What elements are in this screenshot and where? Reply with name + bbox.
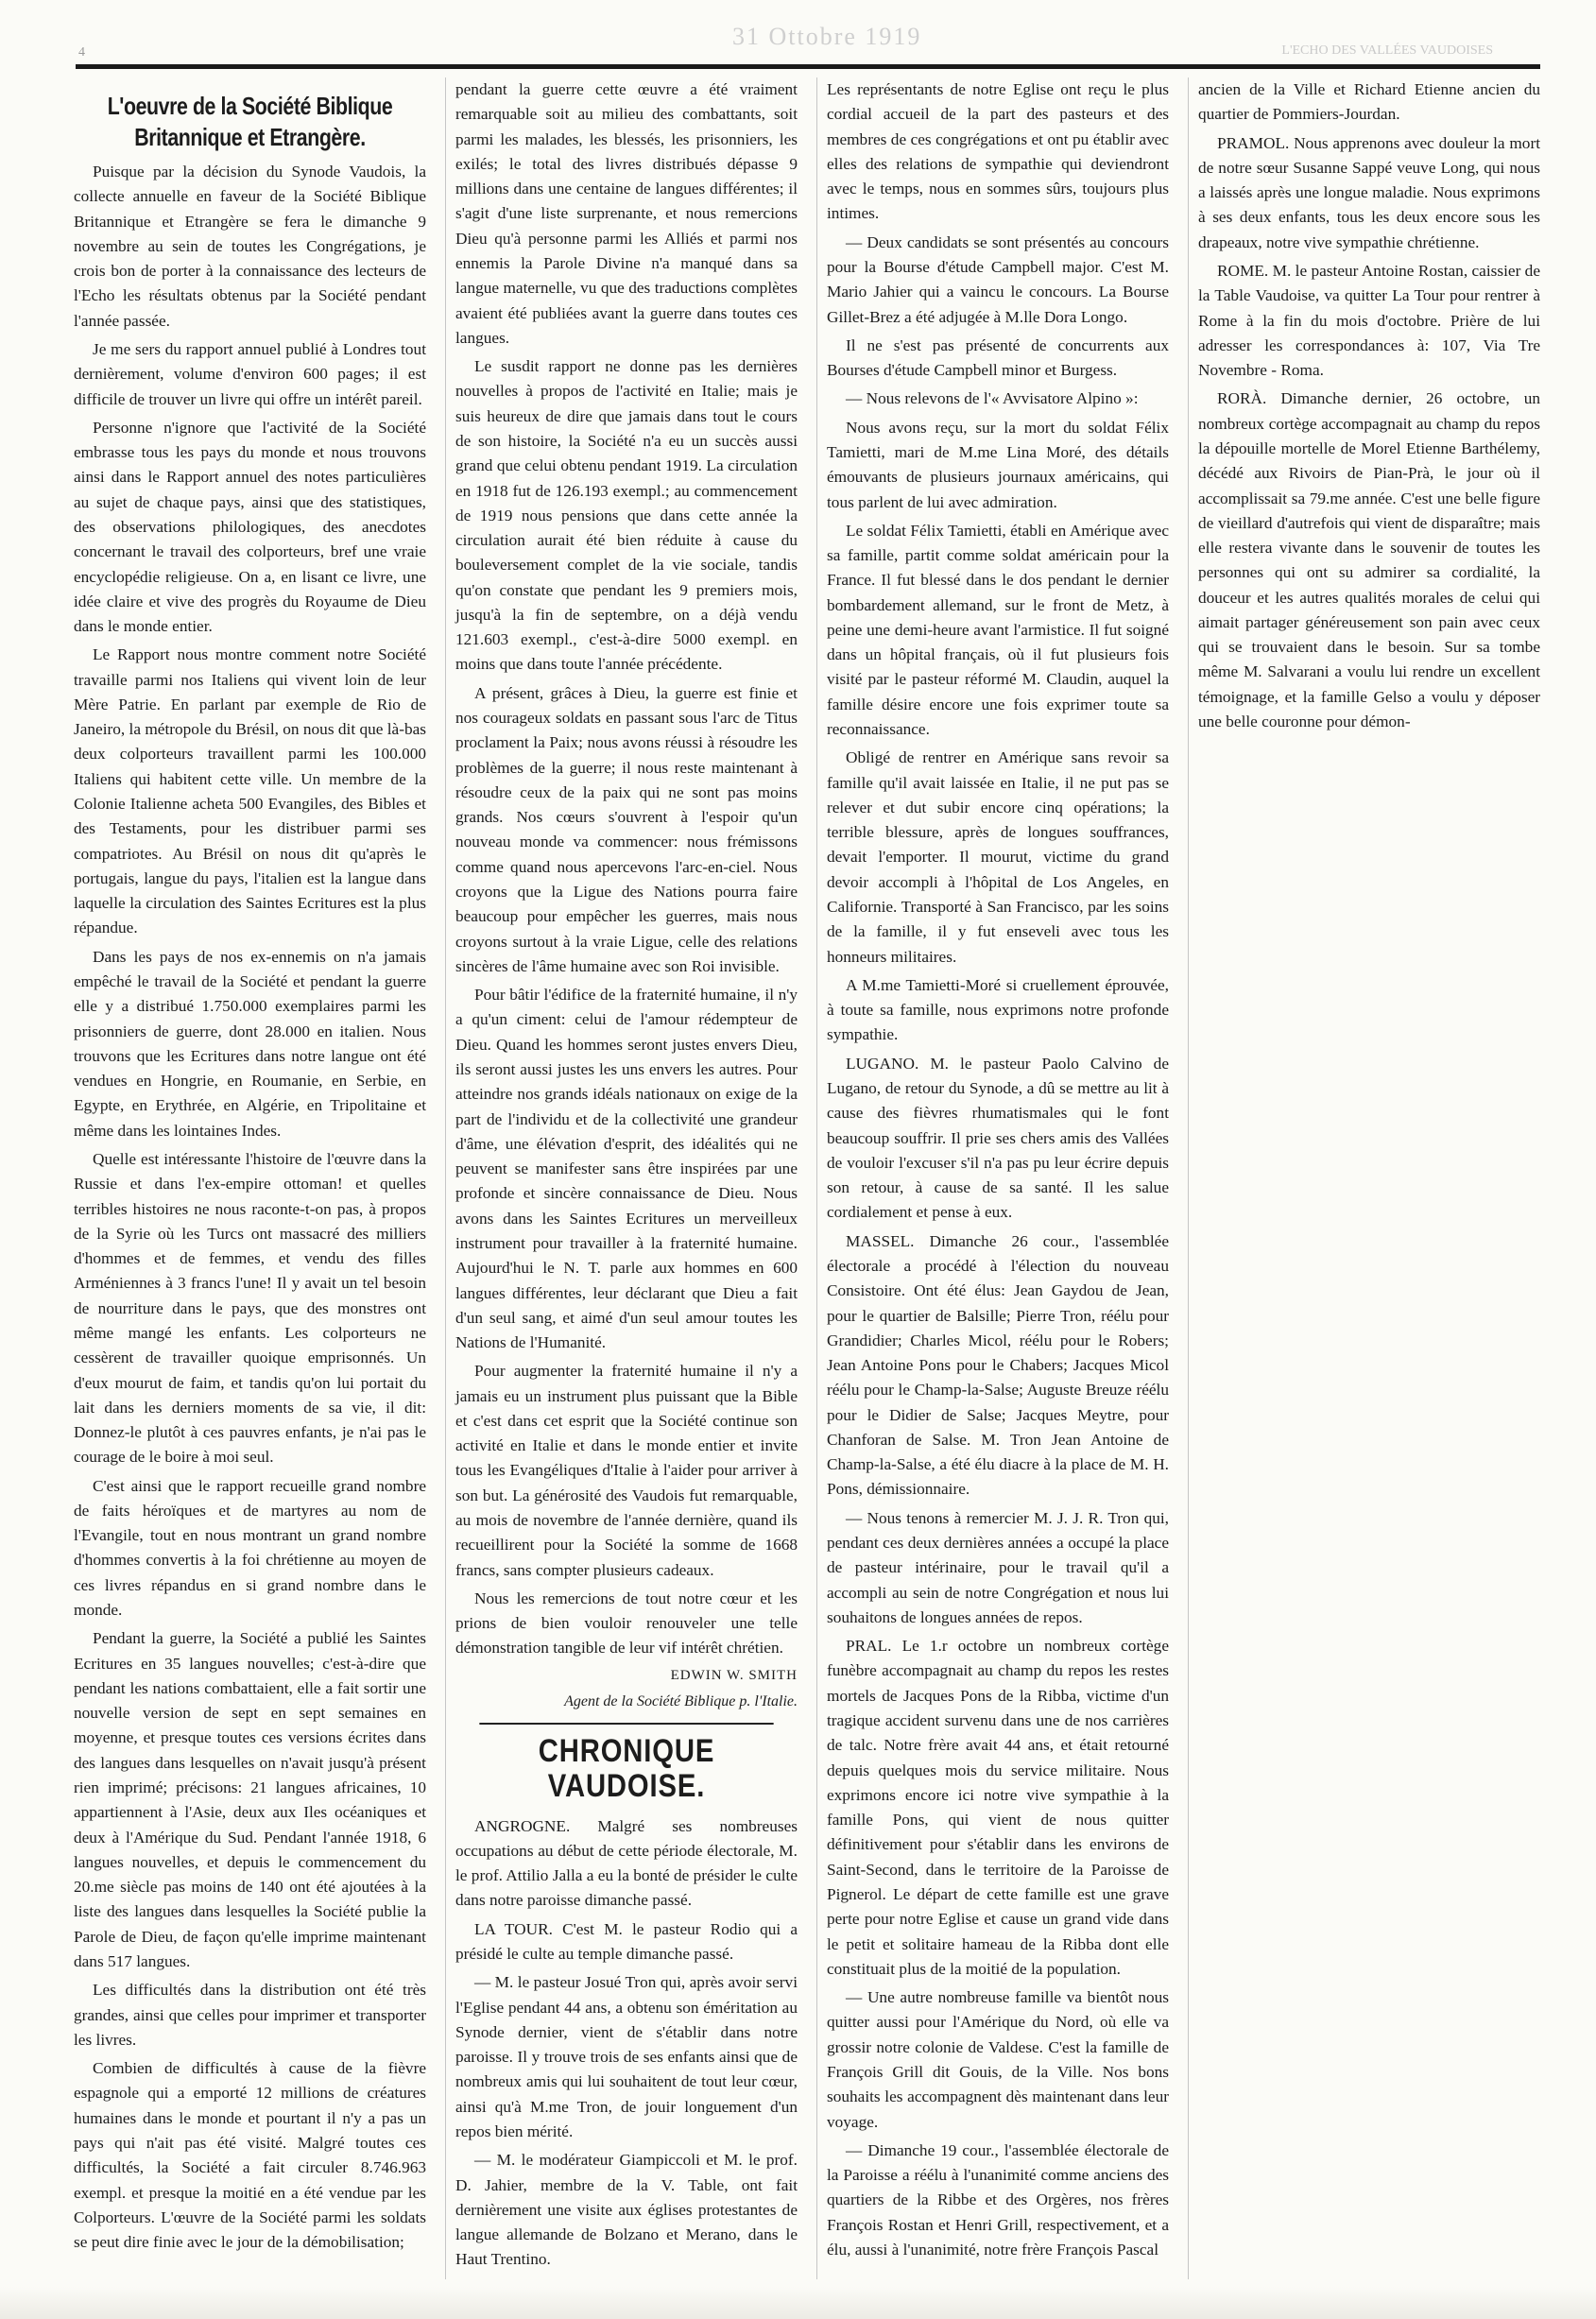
chronicle-paragraph: — Une autre nombreuse famille va bientôt nous quitter aussi pour l'Amérique du Nord, où elle va grossir notre colonie de Valdese. C'est la famille de François Grill dit Gouis, de la Ville. Nos bons souhaits les accompagnent dès maintenant dans leur voyage. xyxy=(827,1988,1169,2131)
article-paragraph: Nous les remercions de tout notre cœur et les prions de bien vouloir renouveler une telle démonstration tangible de leur vif intérêt chrétien. xyxy=(455,1589,798,1658)
article-paragraph: Pour bâtir l'édifice de la fraternité humaine, il n'y a qu'un ciment: celui de l'amour rédempteur de Dieu. Quand les hommes seront justes envers Dieu, ils seront aussi justes les uns envers les autres. Pour atteindre nos grands idéals nationaux on exige de la part de l'individu et de la collectivité une grandeur d'âme, une élévation d'esprit, des idéalités qui ne peuvent se manifester sans être inspirées par une profonde et sincère connaissance de Dieu. Nous avons dans les Saintes Ecritures un merveilleux instrument pour travailler à la fraternité humaine. Aujourd'hui le N. T. parle aux hommes en 600 langues différentes, leur déclarant que Dieu a fait d'un seul sang, et aimé d'un seul amour toutes les Nations de l'Humanité. xyxy=(455,986,798,1352)
chronicle-paragraph: — M. le pasteur Josué Tron qui, après avoir servi l'Eglise pendant 44 ans, a obtenu son éméritation au Synode dernier, vient de s'établir dans notre paroisse. Il y trouve trois de ses enfants ainsi que de nombreux amis qui lui souhaitent de tout leur cœur, ainsi qu'à M.me Tron, de jouir longuement d'un repos bien mérité. xyxy=(455,1973,798,2140)
chronicle-paragraph: ancien de la Ville et Richard Etienne ancien du quartier de Pommiers-Jourdan. xyxy=(1198,80,1540,124)
article-paragraph: Les difficultés dans la distribution ont été très grandes, ainsi que celles pour imprimer et transporter les livres. xyxy=(74,1981,426,2049)
page-bottom-edge xyxy=(0,2287,1596,2319)
article-paragraph: Combien de difficultés à cause de la fièvre espagnole qui a emporté 12 millions de créatures humaines dans le monde et pourtant il n'y a pas un pays qui n'ait pas été visité. Malgré toutes ces difficultés, la Société a fait circuler 8.746.963 exempl. et presque la moitié en a été vendue par les Colporteurs. L'œuvre de la Société parmi les soldats se peut dire finie avec le jour de la démobilisation; xyxy=(74,2059,426,2252)
chronicle-paragraph: RORÀ. Dimanche dernier, 26 octobre, un nombreux cortège accompagnait au champ du repos la dépouille mortelle de Morel Etienne Barthélemy, décédé aux Rivoirs de Pian-Prà, le jour où il accomplissait sa 79.me année. C'est une belle figure de vieillard d'autrefois qui vient de disparaître; mais elle restera vivante dans le souvenir de toutes les personnes qui ont su admirer sa cordialité, la douceur et les autres qualités morales de celui qui aimait partager généreusement son pain avec ceux qui se trouvaient dans le besoin. Sur sa tombe même M. Salvarani a voulu lui rendre un excellent témoignage, et la famille Gelso a voulu y déposer une belle couronne pour démon- xyxy=(1198,389,1540,731)
issue-date: 31 Ottobre 1919 xyxy=(732,23,922,50)
column-2 xyxy=(445,77,798,2279)
article-paragraph: A présent, grâces à Dieu, la guerre est finie et nos courageux soldats en passant sous l'arc de Titus proclament la Paix; nous avons réussi à résoudre les problèmes de la guerre; il nous reste maintenant à résoudre ceux de la paix qui ne sont pas moins grands. Nos cœurs s'ouvrent à l'espoir qu'un nouveau monde va commencer: nous frémissons comme quand nous apercevons l'arc-en-ciel. Nous croyons que la Ligue des Nations pourra faire beaucoup pour empêcher les guerres, mais nous croyons surtout à la vraie Ligue, celle des relations sincères de l'âme humaine avec son Roi invisible. xyxy=(455,683,798,975)
column-4 xyxy=(1188,77,1540,2279)
article-paragraph: Personne n'ignore que l'activité de la Société embrasse tous les pays du monde et nous trouvons ainsi dans le Rapport annuel des notes particulières au sujet de chaque pays, ainsi que des statistiques, des observations philologiques, des anecdotes concernant le travail des colporteurs, bref une vraie encyclopédie religieuse. On a, en lisant ce livre, une idée claire et vive des progrès du Royaume de Dieu dans le monde entier. xyxy=(74,418,426,636)
article-paragraph: Le Rapport nous montre comment notre Société travaille parmi nos Italiens qui vivent loin de leur Mère Patrie. En parlant par exemple de Rio de Janeiro, la métropole du Brésil, on nous dit que là-bas deux colporteurs travaillent parmi les 100.000 Italiens qui habitent cette ville. Un membre de la Colonie Italienne acheta 500 Evangiles, des Bibles et des Testaments, pour les distribuer parmi ses compatriotes. Au Brésil on nous dit qu'après le portugais, langue du pays, l'italien est la langue dans laquelle la circulation des Saintes Ecritures est la plus répandue. xyxy=(74,645,426,937)
column-3 xyxy=(816,77,1169,2279)
chronicle-paragraph: MASSEL. Dimanche 26 cour., l'assemblée électorale a procédé à l'élection du nouveau Consistoire. Ont été élus: Jean Gaydou de Jean, pour le quartier de Balsille; Pierre Tron, réélu pour Grandidier; Charles Micol, réélu pour le Robers; Jean Antoine Pons pour le Chabers; Jacques Micol réélu pour le Champ-la-Salse; Auguste Breuze réélu pour le Didier de Salse; Jacques Meytre, pour Chanforan de Salse. M. Tron Jean Antoine de Champ-la-Salse, a été élu diacre à la place de M. H. Pons, démissionnaire. xyxy=(827,1231,1169,1499)
chronicle-paragraph: — Deux candidats se sont présentés au concours pour la Bourse d'étude Campbell major. C'est M. Mario Jahier qui a vaincu le concours. La Bourse Gillet-Brez a été adjugée à M.lle Dora Longo. xyxy=(827,232,1169,326)
chronicle-paragraph: PRAL. Le 1.r octobre un nombreux cortège funèbre accompagnait au champ du repos les restes mortels de Jacques Pons de la Ribba, victime d'un tragique accident survenu dans une de nos carrières de talc. Notre frère avait 44 ans, et était retourné depuis quelques mois du service militaire. Nous exprimons encore ici notre vive sympathie à la famille Pons, qui vient de nous quitter définitivement pour s'établir dans les environs de Saint-Second, dans le territoire de la Paroisse de Pignerol. Le départ de cette famille est une grave perte pour notre Eglise et cause un grand vide dans le petit et solitaire hameau de la Ribba dont elle constituait plus de la moitié de la population. xyxy=(827,1637,1169,1978)
chronicle-title: CHRONIQUE VAUDOISE. xyxy=(479,1723,773,1805)
header-right-text: L'ECHO DES VALLÉES VAUDOISES xyxy=(1281,43,1493,58)
chronicle-paragraph: Il ne s'est pas présenté de concurrents aux Bourses d'étude Campbell minor et Burgess. xyxy=(827,335,1169,380)
chronicle-paragraph: Nous avons reçu, sur la mort du soldat Félix Tamietti, mari de M.me Lina Moré, des détails émouvants de plusieurs journaux américains, qui tous parlent de lui avec admiration. xyxy=(827,418,1169,511)
chronicle-paragraph: — M. le modérateur Giampiccoli et M. le prof. D. Jahier, membre de la V. Table, ont fait dernièrement une visite aux églises protestantes de langue allemande de Bolzano et Merano, dans le Haut Trentino. xyxy=(455,2151,798,2269)
chronicle-paragraph: LUGANO. M. le pasteur Paolo Calvino de Lugano, de retour du Synode, a dû se mettre au lit à cause des fièvres rhumatismales qui le font beaucoup souffrir. Il prie ses chers amis des Vallées de vouloir l'excuser s'il n'a pas pu leur écrire depuis son retour, à cause de sa santé. Il les salue cordialement et pense à eux. xyxy=(827,1054,1169,1222)
article-signature-role: Agent de la Société Biblique p. l'Italie. xyxy=(564,1692,798,1709)
chronicle-paragraph: ANGROGNE. Malgré ses nombreuses occupations au début de cette période électorale, M. le prof. Attilio Jalla a eu la bonté de présider le culte dans notre paroisse dimanche passé. xyxy=(455,1816,798,1910)
article-paragraph: Pendant la guerre, la Société a publié les Saintes Ecritures en 35 langues nouvelles; c'est-à-dire que pendant les nations combattaient, elle a fait sortir une nouvelle version de sept en sept semaines en moyenne, et presque toutes ces versions écrites dans des langues dans lesquelles on n'avait jusqu'à présent rien imprimé; précisons: 21 langues africaines, 10 appartiennent à l'Asie, deux aux Iles océaniques et deux à l'Amérique du Sud. Pendant l'année 1918, 6 langues nouvelles, et depuis le commencement du 20.me siècle pas moins de 140 ont été ajoutées à la liste des langues dans lesquelles la Société publie la Parole de Dieu, de façon qu'elle imprime maintenant dans 517 langues. xyxy=(74,1629,426,1970)
chronicle-paragraph: Le soldat Félix Tamietti, établi en Amérique avec sa famille, partit comme soldat américain pour la France. Il fut blessé dans le dos pendant le dernier bombardement allemand, sur le front de Metz, à peine une demi-heure avant l'armistice. Il fut soigné dans un hôpital français, où il fut plusieurs fois visité par le pasteur réformé M. Claudin, auquel la famille désire encore une fois exprimer toute sa reconnaissance. xyxy=(827,521,1169,739)
chronicle-paragraph: Les représentants de notre Eglise ont reçu le plus cordial accueil de la part des pasteurs et des membres de ces congrégations et ont pu établir avec elles des relations de sympathie qui deviendront avec le temps, nous en sommes sûrs, toujours plus intimes. xyxy=(827,80,1169,223)
header-rule xyxy=(76,64,1540,69)
article-signature: EDWIN W. SMITH xyxy=(670,1667,798,1683)
page-header xyxy=(71,17,1531,60)
page-columns xyxy=(74,77,1540,2279)
chronicle-paragraph: LA TOUR. C'est M. le pasteur Rodio qui a présidé le culte au temple dimanche passé. xyxy=(455,1919,798,1964)
column-1 xyxy=(74,77,426,2279)
chronicle-paragraph: Obligé de rentrer en Amérique sans revoir sa famille qu'il avait laissée en Italie, il ne put pas se relever et dut subir encore cinq opérations; la terrible blessure, après de longues souffrances, devait l'emporter. Il mourut, victime du grand devoir accompli à l'hôpital de Los Angeles, en Californie. Transporté à San Francisco, par les soins de la famille, il y fut enseveli avec tous les honneurs militaires. xyxy=(827,748,1169,966)
article-paragraph: Puisque par la décision du Synode Vaudois, la collecte annuelle en faveur de la Société Biblique Britannique et Etrangère se fera le dimanche 9 novembre au sein de toutes les Congrégations, je crois bon de porter à la connaissance des lecteurs de l'Echo les résultats obtenus par la Société pendant l'année passée. xyxy=(74,163,426,330)
article-title: L'oeuvre de la Société Biblique Britannique et Etrangère. xyxy=(107,92,393,151)
chronicle-paragraph: — Nous relevons de l'« Avvisatore Alpino »: xyxy=(846,389,1139,408)
article-paragraph: Le susdit rapport ne donne pas les dernières nouvelles à propos de l'activité en Italie; mais je suis heureux de dire que jamais dans tout le cours de son histoire, la Société n'a eu un succès aussi grand que celui obtenu pendant 1919. La circulation en 1918 fut de 126.193 exempl.; au commencement de 1919 nous pensions que dans cette année la circulation aurait été bien réduite à cause du bouleversement complet de la vie sociale, tandis qu'on constate que pendant les 9 premiers mois, jusqu'à la fin de septembre, on a déjà vendu 121.603 exempl., c'est-à-dire 5000 exempl. en moins que dans toute l'année précédente. xyxy=(455,357,798,674)
article-paragraph: Pour augmenter la fraternité humaine il n'y a jamais eu un instrument plus puissant que la Bible et c'est dans cet esprit que la Société continue son activité en Italie et dans le monde entier et invite tous les Evangéliques d'Italie à l'aider pour arriver à son but. La générosité des Vaudois fut remarquable, au mois de novembre de l'année dernière, quand ils recueillirent pour la Société la somme de 1668 francs, sans compter plusieurs cadeaux. xyxy=(455,1362,798,1579)
page-number: 4 xyxy=(78,45,85,60)
article-paragraph: Quelle est intéressante l'histoire de l'œuvre dans la Russie et dans l'ex-empire ottoman! et quelles terribles histoires ne nous raconte-t-on pas, à propos de la Syrie où les Turcs ont massacré des milliers d'hommes et de femmes, et vendu des filles Arméniennes à 3 francs l'une! Il y avait un tel besoin de nourriture dans le pays, que des monstres ont même mangé les enfants. Les colporteurs ne cessèrent de travailler quoique emprisonnés. Un d'eux mourut de faim, et tandis qu'on lui portait du lait dans les derniers moments de sa vie, il dit: Donnez-le plutôt à ces pauvres enfants, je n'ai pas le courage de le boire à moi seul. xyxy=(74,1149,426,1467)
chronicle-paragraph: A M.me Tamietti-Moré si cruellement éprouvée, à toute sa famille, nous exprimons notre profonde sympathie. xyxy=(827,975,1169,1044)
article-paragraph: Dans les pays de nos ex-ennemis on n'a jamais empêché le travail de la Société et pendant la guerre elle y a distribué 1.750.000 exemplaires parmi les prisonniers de guerre, dont 28.000 en italien. Nous trouvons que les Ecritures dans notre langue ont été vendues en Hongrie, en Roumanie, en Serbie, en Egypte, en Erythrée, en Algérie, en Tripolitaine et même dans les lointaines Indes. xyxy=(74,947,426,1140)
article-paragraph: Je me sers du rapport annuel publié à Londres tout dernièrement, volume d'environ 600 pages; il est difficile de trouver un livre qui offre un intérêt pareil. xyxy=(74,339,426,408)
chronicle-paragraph: PRAMOL. Nous apprenons avec douleur la mort de notre sœur Susanne Sappé veuve Long, qui nous a laissés après une longue maladie. Nous exprimons à ses deux enfants, tous les deux encore sous les drapeaux, notre vive sympathie chrétienne. xyxy=(1198,133,1540,251)
article-paragraph: C'est ainsi que le rapport recueille grand nombre de faits héroïques et de martyres au nom de l'Evangile, tout en nous montrant un grand nombre d'hommes convertis à la foi chrétienne au moyen de ces livres répandus en si grand nombre dans le monde. xyxy=(74,1476,426,1620)
article-paragraph: pendant la guerre cette œuvre a été vraiment remarquable soit au milieu des combattants, soit parmi les malades, les blessés, les prisonniers, les exilés; le total des livres distribués dépasse 9 millions dans une centaine de langues différentes; il s'agit d'une liste surprenante, et nous remercions Dieu qu'à personne parmi les Alliés et parmi nos ennemis la Parole Divine n'a manqué dans sa langue maternelle, vu que des traductions complètes avaient été publiées avant la guerre dans toutes ces langues. xyxy=(455,80,798,347)
chronicle-paragraph: ROME. M. le pasteur Antoine Rostan, caissier de la Table Vaudoise, va quitter La Tour pour rentrer à Rome à la fin du mois d'octobre. Prière de lui adresser les correspondances à: 107, Via Tre Novembre - Roma. xyxy=(1198,261,1540,380)
chronicle-paragraph: — Nous tenons à remercier M. J. J. R. Tron qui, pendant ces deux dernières années a occupé la place de pasteur intérinaire, pour le travail qu'il a accompli au sein de notre Congrégation et nous lui souhaitons de longues années de repos. xyxy=(827,1508,1169,1626)
chronicle-paragraph: — Dimanche 19 cour., l'assemblée électorale de la Paroisse a réélu à l'unanimité comme anciens des quartiers de la Ribbe et des Orgères, nos frères François Rostan et Henri Grill, respectivement, et a élu, aussi à l'unanimité, notre frère François Pascal xyxy=(827,2140,1169,2259)
